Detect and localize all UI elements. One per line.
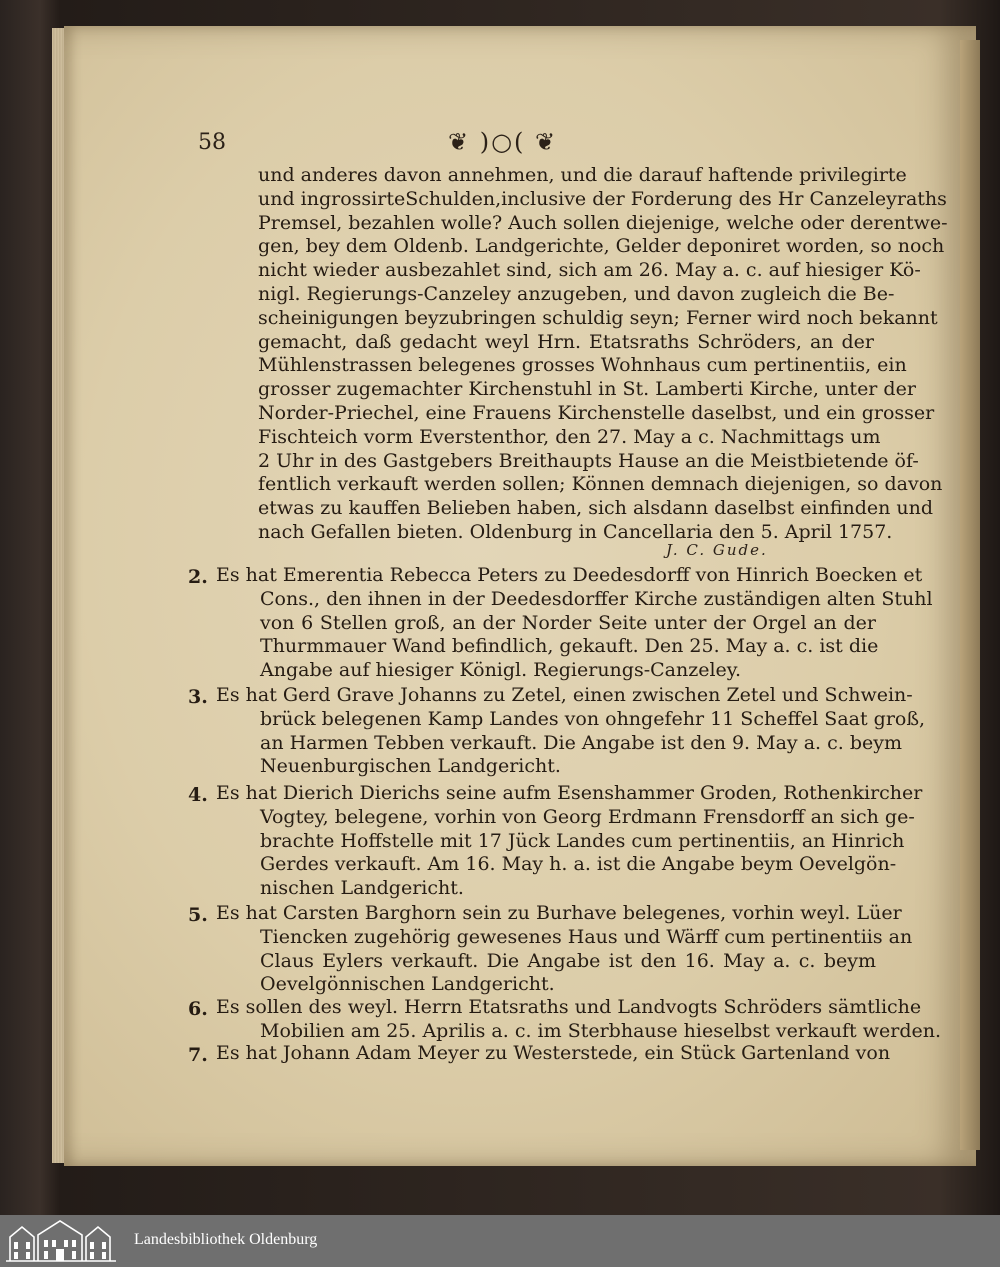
notice-line: Es sollen des weyl. Herrn Etatsraths und Landvogts Schröders sämtliche (216, 996, 922, 1018)
notice-number: 4. (188, 784, 208, 806)
notice-text (216, 902, 913, 997)
notice-text (216, 1042, 891, 1066)
library-name[interactable]: Landesbibliothek Oldenburg (134, 1231, 318, 1248)
notice-number: 3. (188, 686, 208, 708)
notice-line: Mobilien am 25. Aprilis a. c. im Sterbhause hieselbst verkauft werden. (260, 1019, 942, 1042)
notice-line: brachte Hoffstelle mit 17 Jück Landes cum pertinentiis, an Hinrich (260, 829, 905, 852)
decree-line: nigl. Regierungs-Canzeley anzugeben, und davon zugleich die Be- (258, 282, 895, 305)
notice-number: 7. (188, 1044, 208, 1066)
decree-line: nach Gefallen bieten. Oldenburg in Cancellaria den 5. April 1757. (258, 520, 893, 543)
decree-line: und ingrossirteSchulden,inclusive der Forderung des Hr Canzeleyraths (258, 187, 947, 210)
decree-line: Fischteich vorm Everstenthor, den 27. May a c. Nachmittags um (258, 425, 881, 448)
decree-line: grosser zugemachter Kirchenstuhl in St. Lamberti Kirche, unter der (258, 378, 916, 401)
signature: J. C. Gude. (666, 541, 768, 559)
decree-line: Mühlenstrassen belegenes grosses Wohnhaus cum pertinentiis, ein (258, 354, 907, 377)
notice-text (216, 564, 933, 683)
decree-line: Norder-Priechel, eine Frauens Kirchenstelle daselbst, und ein grosser (258, 401, 935, 424)
decree-line: 2 Uhr in des Gastgebers Breithaupts Hause an die Meistbietende öf- (258, 449, 919, 472)
page-gutter-shadow (960, 40, 980, 1150)
page-header (190, 126, 890, 166)
notice-line: Es hat Dierich Dierichs seine aufm Esenshammer Groden, Rothenkircher (216, 782, 923, 804)
notice-line: Vogtey, belegene, vorhin von Georg Erdmann Frensdorff an sich ge- (260, 805, 915, 828)
notice-line: Cons., den ihnen in der Deedesdorffer Kirche zuständigen alten Stuhl (260, 587, 933, 610)
notice-number: 6. (188, 998, 208, 1020)
notice-line: Es hat Emerentia Rebecca Peters zu Deedesdorff von Hinrich Boecken et (216, 564, 923, 586)
notice-text (216, 684, 926, 779)
notice-line: Gerdes verkauft. Am 16. May h. a. ist die Angabe beym Oevelgön- (260, 853, 897, 876)
notice-line: an Harmen Tebben verkauft. Die Angabe ist den 9. May a. c. beym (260, 731, 902, 754)
notice-line: Tiencken zugehörig gewesenes Haus und Wärff cum pertinentiis an (260, 925, 913, 948)
notice-number: 2. (188, 566, 208, 588)
header-ornament: ❦ )○( ❦ (448, 128, 558, 156)
decree-text (258, 164, 948, 545)
decree-line: nicht wieder ausbezahlet sind, sich am 26. May a. c. auf hiesiger Kö- (258, 259, 921, 282)
decree-line: Premsel, bezahlen wolle? Auch sollen diejenige, welche oder derentwe- (258, 211, 948, 234)
page-number: 58 (198, 130, 226, 155)
notice-line: von 6 Stellen groß, an der Norder Seite unter der Orgel an der (260, 611, 876, 634)
library-building-icon (0, 1215, 124, 1267)
notice-line: Angabe auf hiesiger Königl. Regierungs-Canzeley. (260, 659, 742, 682)
decree-line: und anderes davon annehmen, und die darauf haftende privilegirte (258, 164, 907, 186)
notice-line: Thurmmauer Wand befindlich, gekauft. Den 25. May a. c. ist die (260, 635, 879, 658)
notice-line: Es hat Gerd Grave Johanns zu Zetel, einen zwischen Zetel und Schwein- (216, 684, 913, 706)
notice-line: Es hat Johann Adam Meyer zu Westerstede, ein Stück Gartenland von (216, 1042, 891, 1064)
notice-line: brück belegenen Kamp Landes von ohngefehr 11 Scheffel Saat groß, (260, 707, 926, 730)
decree-line: etwas zu kauffen Belieben haben, sich alsdann daselbst einfinden und (258, 497, 934, 520)
decree-line: gen, bey dem Oldenb. Landgerichte, Gelder deponiret worden, so noch (258, 235, 945, 258)
notice-line: Oevelgönnischen Landgericht. (260, 973, 555, 996)
notice-line: Neuenburgischen Landgericht. (260, 755, 561, 778)
notice-line: nischen Landgericht. (260, 877, 464, 900)
decree-line: scheinigungen beyzubringen schuldig seyn; Ferner wird noch bekannt (258, 306, 938, 329)
notice-text (216, 996, 942, 1044)
decree-line: fentlich verkauft werden sollen; Können demnach diejenigen, so davon (258, 473, 943, 496)
footer-bar (0, 1215, 1000, 1267)
notice-line: Claus Eylers verkauft. Die Angabe ist den 16. May a. c. beym (260, 949, 876, 972)
decree-line: gemacht, daß gedacht weyl Hrn. Etatsraths Schröders, an der (258, 330, 874, 353)
notice-text (216, 782, 923, 901)
notice-number: 5. (188, 904, 208, 926)
notice-line: Es hat Carsten Barghorn sein zu Burhave belegenes, vorhin weyl. Lüer (216, 902, 902, 924)
